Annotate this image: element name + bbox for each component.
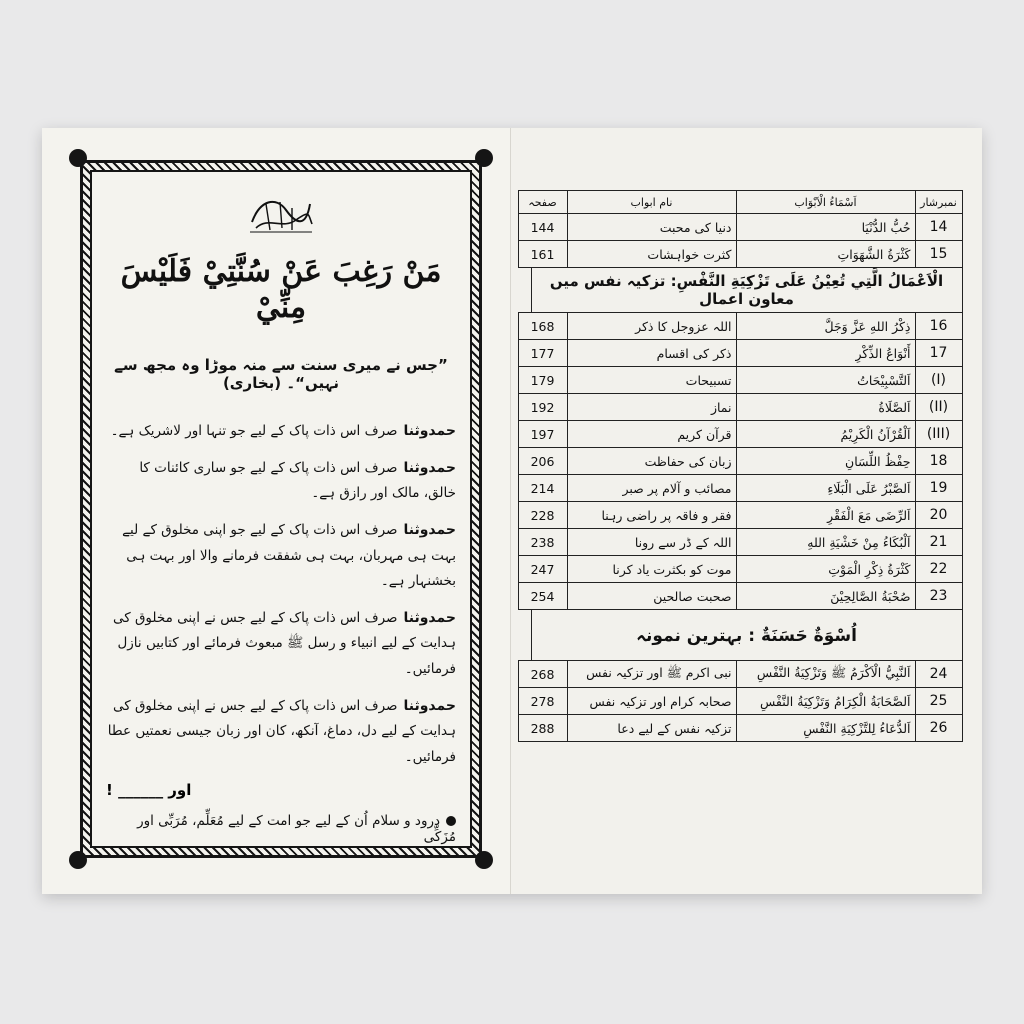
praise-paragraph (106, 693, 456, 771)
praise-text: صرف اس ذات پاک کے لیے جو اپنی مخلوق کے لیے بہت ہی مہربان، بہت ہی شفقت فرمانے والا اور بہت ہی بخشنہار ہے۔ (122, 521, 456, 590)
row-number: 25 (915, 688, 962, 715)
header-urdu: نام ابواب (567, 191, 736, 214)
row-number: 14 (915, 214, 962, 241)
praise-text: صرف اس ذات پاک کے لیے جس نے اپنی مخلوق کی ہدایت کے لیے انبیاء و رسل ﷺ مبعوث فرمائے اور کتابیں نازل فرمائیں۔ (112, 609, 456, 678)
row-arabic: كَثْرَةُ الشَّهَوَاتِ (736, 241, 915, 268)
corner-ornament (475, 149, 493, 167)
row-number: 19 (915, 475, 962, 502)
row-arabic: صُحْبَةُ الصَّالِحِيْنَ (736, 583, 915, 610)
salawat-line (106, 813, 456, 845)
row-number: 21 (915, 529, 962, 556)
praise-paragraph (106, 605, 456, 683)
table-of-contents (528, 190, 963, 742)
table-row (518, 367, 962, 394)
row-page: 268 (518, 661, 567, 688)
row-number: 15 (915, 241, 962, 268)
row-page: 247 (518, 556, 567, 583)
row-arabic: اَلرِّضَى مَعَ الْفَقْرِ (736, 502, 915, 529)
row-arabic: اَلْبُكَاءُ مِنْ خَشْيَةِ اللهِ (736, 529, 915, 556)
row-urdu: دنیا کی محبت (567, 214, 736, 241)
table-row (518, 661, 962, 688)
row-page: 192 (518, 394, 567, 421)
table-row (518, 583, 962, 610)
salawat-text: درود و سلام اُن کے لیے جو امت کے لیے مُعَلِّم، مُرَبِّی اور مُزَکِّی (137, 812, 456, 845)
row-arabic: اَلصَّلَاةُ (736, 394, 915, 421)
hadith-title: مَنْ رَغِبَ عَنْ سُنَّتِيْ فَلَيْسَ مِنِّيْ (120, 254, 442, 325)
table-row (518, 421, 962, 448)
section-heading: اُسْوَةٌ حَسَنَةٌ : بہترین نمونہ (531, 610, 963, 660)
row-arabic: اَلصَّبْرُ عَلَى الْبَلَاءِ (736, 475, 915, 502)
row-page: 228 (518, 502, 567, 529)
row-page: 214 (518, 475, 567, 502)
row-urdu: موت کو بکثرت یاد کرنا (567, 556, 736, 583)
row-page: 254 (518, 583, 567, 610)
right-page (511, 128, 983, 894)
row-number: 16 (915, 313, 962, 340)
row-number: 26 (915, 715, 962, 742)
row-arabic: اَلْقُرْآنُ الْكَرِيْمُ (736, 421, 915, 448)
praise-paragraph (106, 455, 456, 507)
table-row (518, 394, 962, 421)
row-number: 24 (915, 661, 962, 688)
corner-ornament (69, 851, 87, 869)
praise-paragraph (106, 418, 456, 445)
row-urdu: زبان کی حفاظت (567, 448, 736, 475)
toc-table-bottom (518, 660, 963, 742)
row-arabic: اَلصَّحَابَةُ الْكِرَامُ وَتَزْكِيَةُ النَّفْسِ (736, 688, 915, 715)
table-row (518, 313, 962, 340)
star-ornament-icon (446, 816, 456, 826)
calligraphy-seal-icon (246, 190, 316, 236)
praise-text: صرف اس ذات پاک کے لیے جو تنہا اور لاشریک ہے۔ (110, 423, 398, 439)
row-urdu: مصائب و آلام پر صبر (567, 475, 736, 502)
row-page: 168 (518, 313, 567, 340)
row-number: 23 (915, 583, 962, 610)
table-row (518, 715, 962, 742)
praise-lead: حمدوثنا (403, 697, 456, 714)
row-number: 17 (915, 340, 962, 367)
frame-content (90, 170, 472, 848)
toc-table-middle (518, 312, 963, 610)
corner-ornament (69, 149, 87, 167)
row-urdu: نبی اکرم ﷺ اور تزکیہ نفس (567, 661, 736, 688)
row-arabic: اَلتَّسْبِيْحَاتُ (736, 367, 915, 394)
row-number: (III) (915, 421, 962, 448)
table-row (518, 340, 962, 367)
open-book (42, 128, 982, 894)
row-number: (I) (915, 367, 962, 394)
row-urdu: صحبت صالحین (567, 583, 736, 610)
row-number: 20 (915, 502, 962, 529)
aur-line: اور ______ ! (106, 780, 192, 799)
row-number: (II) (915, 394, 962, 421)
praise-lead: حمدوثنا (403, 609, 456, 626)
row-page: 288 (518, 715, 567, 742)
header-arabic: اَسْمَاءُ الْاَبْوَاب (736, 191, 915, 214)
row-page: 179 (518, 367, 567, 394)
row-urdu: قرآن کریم (567, 421, 736, 448)
row-arabic: كَثْرَةُ ذِكْرِ الْمَوْتِ (736, 556, 915, 583)
row-page: 206 (518, 448, 567, 475)
row-page: 278 (518, 688, 567, 715)
corner-ornament (475, 851, 493, 869)
header-number: نمبرشار (915, 191, 962, 214)
row-page: 197 (518, 421, 567, 448)
praise-lead: حمدوثنا (403, 521, 456, 538)
header-page: صفحہ (518, 191, 567, 214)
praise-paragraph (106, 517, 456, 595)
row-urdu: اللہ عزوجل کا ذکر (567, 313, 736, 340)
row-arabic: اَلدُّعَاءُ لِلتَّزْكِيَةِ النَّفْسِ (736, 715, 915, 742)
toc-header-row (518, 191, 962, 214)
row-urdu: کثرت خواہشات (567, 241, 736, 268)
row-page: 144 (518, 214, 567, 241)
decorative-border (80, 160, 482, 858)
row-urdu: تزکیہ نفس کے لیے دعا (567, 715, 736, 742)
table-row (518, 448, 962, 475)
row-arabic: أَنْوَاعُ الذِّكْرِ (736, 340, 915, 367)
row-arabic: ذِكْرُ اللهِ عَزَّ وَجَلَّ (736, 313, 915, 340)
table-row (518, 688, 962, 715)
row-number: 22 (915, 556, 962, 583)
left-page (42, 128, 511, 894)
praise-text: صرف اس ذات پاک کے لیے جس نے اپنی مخلوق کی ہدایت کے لیے دل، دماغ، آنکھ، کان اور زبان جیسی نعمتیں عطا فرمائیں۔ (107, 697, 456, 766)
praise-text: صرف اس ذات پاک کے لیے جو ساری کائنات کا خالق، مالک اور رازق ہے۔ (139, 459, 456, 502)
row-urdu: نماز (567, 394, 736, 421)
praise-lead: حمدوثنا (403, 423, 456, 439)
row-arabic: حُبُّ الدُّنْيَا (736, 214, 915, 241)
table-row (518, 556, 962, 583)
row-page: 161 (518, 241, 567, 268)
hadith-translation: ”جس نے میری سنت سے منہ موڑا وہ مجھ سے نہیں“۔ (بخاری) (114, 356, 448, 392)
table-row (518, 241, 962, 268)
row-urdu: ذکر کی اقسام (567, 340, 736, 367)
row-urdu: اللہ کے ڈر سے رونا (567, 529, 736, 556)
praise-lead: حمدوثنا (403, 459, 456, 476)
row-arabic: اَلنَّبِيُّ الْاَكْرَمُ ﷺ وَتَزْكِيَةُ النَّفْسِ (736, 661, 915, 688)
section-heading: الْاَعْمَالُ الَّتِي تُعِيْنُ عَلَى تَزْكِيَةِ النَّفْسِ: تزکیہ نفس میں معاون اعمال (531, 268, 963, 312)
table-row (518, 214, 962, 241)
toc-table-top (518, 190, 963, 268)
table-row (518, 475, 962, 502)
table-row (518, 529, 962, 556)
row-page: 177 (518, 340, 567, 367)
row-arabic: حِفْظُ اللِّسَانِ (736, 448, 915, 475)
row-urdu: فقر و فاقہ پر راضی رہنا (567, 502, 736, 529)
row-urdu: تسبیحات (567, 367, 736, 394)
row-number: 18 (915, 448, 962, 475)
row-urdu: صحابہ کرام اور تزکیہ نفس (567, 688, 736, 715)
row-page: 238 (518, 529, 567, 556)
table-row (518, 502, 962, 529)
